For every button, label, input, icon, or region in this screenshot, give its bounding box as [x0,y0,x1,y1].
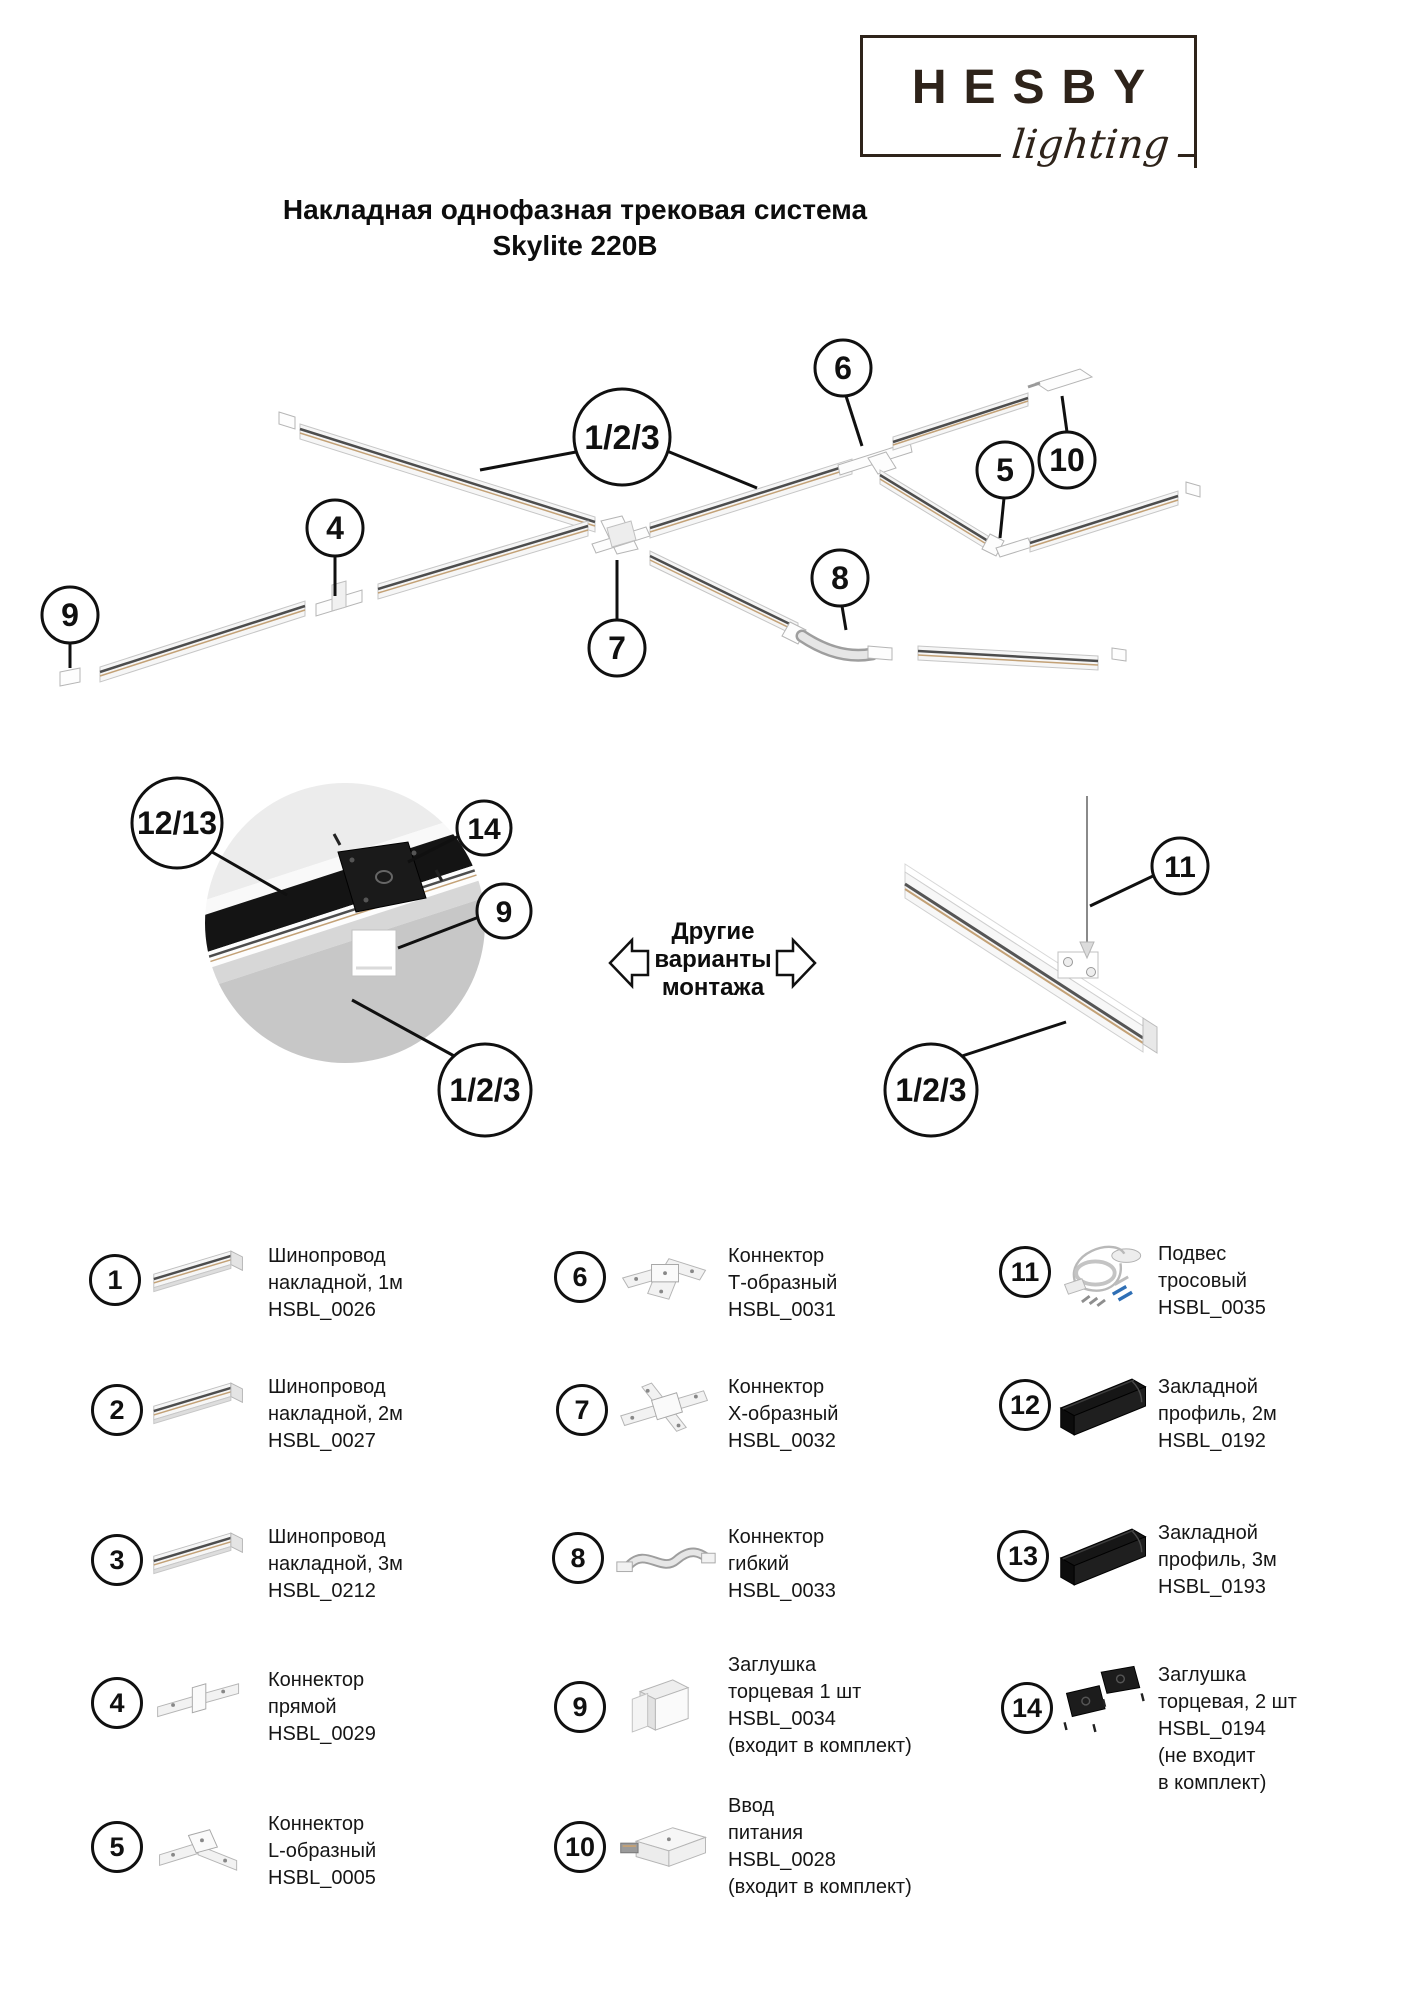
part-number-14: 14 [1001,1682,1053,1734]
part-number-6: 6 [554,1251,606,1303]
page-title-line2: Skylite 220В [492,230,658,261]
svg-text:9: 9 [495,896,513,929]
part-number-3: 3 [91,1534,143,1586]
part-text-2: Шинопровод накладной, 2м HSBL_0027 [268,1376,403,1452]
embed-profile-3m-icon [1053,1518,1159,1598]
flex-connector-icon [613,1520,719,1600]
part-number-2: 2 [91,1384,143,1436]
power-feed-shape [1028,369,1092,391]
svg-text:4: 4 [326,510,344,546]
svg-text:10: 10 [1049,442,1085,478]
part-text-13: Закладной профиль, 3м HSBL_0193 [1158,1522,1277,1598]
part-text-8: Коннектор гибкий HSBL_0033 [728,1526,836,1602]
end-cap-shape [279,412,295,429]
brand-name: HESBY [911,61,1163,114]
callout-4 [307,500,363,596]
callout-123-suspension [885,1022,1066,1136]
brand-tagline: lighting [1000,122,1182,168]
part-text-6: Коннектор Т-образный HSBL_0031 [728,1245,838,1321]
part-text-10: Ввод питания HSBL_0028 (входит в комплект) [728,1795,912,1898]
svg-text:9: 9 [61,597,79,633]
mounting-note: Другие варианты монтажа [654,918,772,1001]
flex-connector-shape [782,622,892,660]
svg-text:12/13: 12/13 [136,805,218,841]
part-number-13: 13 [997,1530,1049,1582]
part-number-10: 10 [554,1821,606,1873]
part-number-4: 4 [91,1677,143,1729]
callout-5 [977,442,1033,538]
t-connector-icon [613,1238,719,1318]
svg-text:11: 11 [1164,851,1196,884]
x-connector-shape [592,516,650,554]
svg-text:1/2/3: 1/2/3 [895,1072,967,1108]
end-plates-icon [1053,1663,1159,1743]
svg-text:1/2/3: 1/2/3 [584,419,660,457]
end-cap-icon [613,1665,719,1745]
track-ll [100,601,305,682]
callout-9 [42,587,98,668]
svg-text:6: 6 [834,350,852,386]
part-text-14: Заглушка торцевая, 2 шт HSBL_0194 (не входит в комплект) [1158,1664,1297,1794]
track-se [650,551,798,637]
callout-6 [815,340,871,446]
l-connector-icon [148,1809,254,1889]
part-number-1: 1 [89,1254,141,1306]
l-connector-shape [982,534,1032,557]
part-text-9: Заглушка торцевая 1 шт HSBL_0034 (входит в комплект) [728,1654,912,1757]
x-connector-icon [613,1372,719,1452]
track-sw2 [378,521,588,599]
straight-connector-icon [148,1665,254,1745]
track-3m-icon [148,1522,254,1602]
straight-connector-shape [316,581,362,616]
suspension-mount-detail [885,796,1208,1136]
power-feed-icon [613,1807,719,1887]
end-cap-shape [1186,482,1200,497]
part-text-3: Шинопровод накладной, 3м HSBL_0212 [268,1526,403,1602]
part-number-11: 11 [999,1246,1051,1298]
callout-10 [1039,396,1095,488]
end-cap-shape [1112,648,1126,661]
assembly-diagram [42,340,1200,686]
part-text-7: Коннектор Х-образный HSBL_0032 [728,1376,839,1452]
callout-11 [1090,838,1208,906]
callout-123 [480,389,757,488]
callout-8 [812,550,868,630]
svg-text:8: 8 [831,560,849,596]
callout-7 [589,560,645,676]
wire-saddle-shape [1058,942,1098,978]
part-number-9: 9 [554,1681,606,1733]
embed-profile-2m-icon [1053,1368,1159,1448]
end-cap-shape [60,668,80,686]
track-br [918,646,1098,670]
svg-text:14: 14 [467,813,501,846]
track-tb [880,470,988,550]
part-text-1: Шинопровод накладной, 1м HSBL_0026 [268,1245,403,1321]
svg-text:5: 5 [996,452,1014,488]
part-text-4: Коннектор прямой HSBL_0029 [268,1669,376,1745]
part-number-7: 7 [556,1384,608,1436]
suspension-kit-icon [1053,1233,1159,1313]
part-text-5: Коннектор L-образный HSBL_0005 [268,1813,377,1889]
part-number-5: 5 [91,1821,143,1873]
track-2m-icon [148,1372,254,1452]
track-lr [1030,491,1178,552]
recessed-mount-detail [112,701,581,1136]
part-text-12: Закладной профиль, 2м HSBL_0192 [1158,1376,1277,1452]
svg-text:1/2/3: 1/2/3 [449,1072,521,1108]
part-number-8: 8 [552,1532,604,1584]
page-title-line1: Накладная однофазная трековая система [282,194,868,225]
track-1m-icon [148,1240,254,1320]
part-number-12: 12 [999,1379,1051,1431]
logo-border-tick [1194,150,1197,168]
svg-text:7: 7 [608,630,626,666]
track-ne [650,459,852,538]
page-title [0,192,1150,264]
part-text-11: Подвес тросовый HSBL_0035 [1158,1243,1266,1319]
